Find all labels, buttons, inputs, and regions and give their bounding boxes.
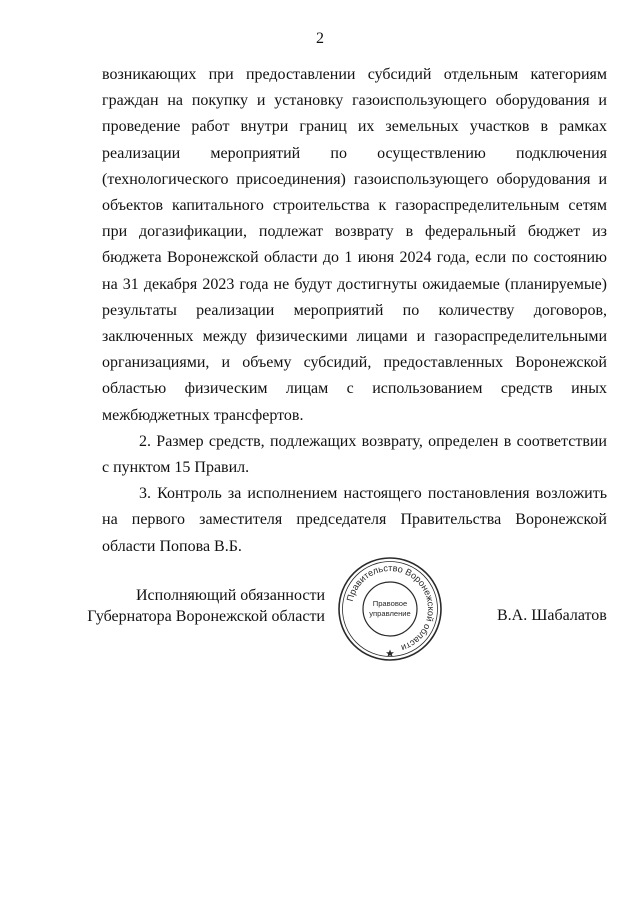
document-body bbox=[102, 62, 607, 560]
continuation-paragraph: возникающих при предоставлении субсидий отдельным категориям граждан на покупку и установку газоиспользующего оборудования и проведение работ внутри границ их земельных участков в рамках реализации мероприятий по осуществлению подключения (технологического присоединения) газоиспользующего оборудования и объектов капитального строительства к газораспределительным сетям при догазификации, подлежат возврату в федеральный бюджет из бюджета Воронежской области до 1 июня 2024 года, если по состоянию на 31 декабря 2023 года не будут достигнуты ожидаемые (планируемые) результаты реализации мероприятий по количеству договоров, заключенных между физическими лицами и газораспределительными организациями, и объему субсидий, предоставленных Воронежской областью физическим лицам с использованием средств иных межбюджетных трансфертов. bbox=[102, 66, 607, 424]
seal-center-line-1: Правовое bbox=[372, 599, 408, 608]
paragraph-item-2: 2. Размер средств, подлежащих возврату, определен в соответствии с пунктом 15 Правил. bbox=[102, 432, 607, 477]
seal-star-icon bbox=[386, 650, 394, 657]
signatory-name: В.А. Шабалатов bbox=[497, 607, 607, 624]
position-line-1: Исполняющий обязанности bbox=[135, 587, 325, 604]
paragraph-item-3: 3. Контроль за исполнением настоящего постановления возложить на первого заместителя председателя Правительства Воронежской области Попова В.Б. bbox=[102, 485, 607, 555]
seal-ring-text: Правительство Воронежской области bbox=[344, 562, 437, 654]
official-seal-stamp bbox=[336, 555, 444, 663]
position-line-2: Губернатора Воронежской области bbox=[87, 608, 325, 625]
seal-center-line-2: управление bbox=[369, 609, 411, 618]
signatory-position bbox=[60, 585, 325, 627]
page-number: 2 bbox=[316, 30, 324, 47]
